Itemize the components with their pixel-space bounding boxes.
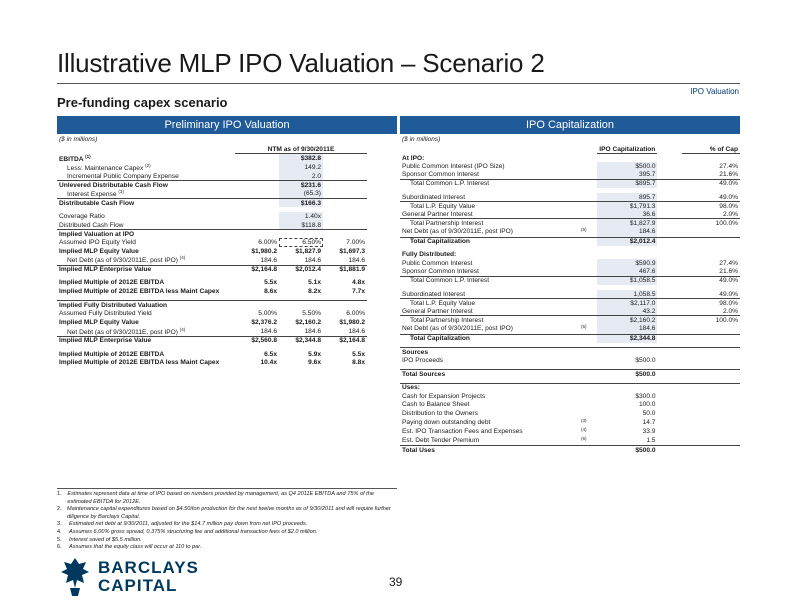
table-cell: $2,012.4 xyxy=(597,237,657,246)
table-cell: Net Debt (as of 9/30/2011E, post IPO) xyxy=(67,257,178,265)
table-cell: $1,980.2 xyxy=(251,247,277,255)
table-cell: 184.6 xyxy=(348,327,365,335)
table-row xyxy=(57,336,367,345)
table-cell: 6.00% xyxy=(258,239,277,247)
table-row xyxy=(57,154,367,163)
table-cell: 895.7 xyxy=(597,193,657,202)
table-cell: (3) xyxy=(581,417,587,423)
table-row xyxy=(57,350,367,359)
table-row xyxy=(57,255,367,265)
table-cell: Sponsor Common Interest xyxy=(402,268,479,276)
table-row xyxy=(400,237,740,246)
table-cell: 43.2 xyxy=(597,307,657,316)
table-cell: At IPO: xyxy=(402,154,425,162)
table-row xyxy=(57,247,367,256)
table-cell: (5) xyxy=(581,324,587,330)
table-cell: $1,827.9 xyxy=(295,247,321,255)
table-cell: $1,827.9 xyxy=(597,219,657,228)
page-subtitle: Pre-funding capex scenario xyxy=(57,95,228,110)
table-cell: 184.6 xyxy=(260,327,277,335)
table-cell: (4) xyxy=(581,427,587,432)
table-row xyxy=(400,276,740,285)
table-row xyxy=(57,189,367,199)
table-cell: 8.2x xyxy=(308,288,321,296)
table-cell: Assumed IPO Equity Yield xyxy=(59,239,136,247)
table-row xyxy=(400,193,740,202)
table-cell: Total Uses xyxy=(400,446,579,455)
table-cell: 2.0% xyxy=(722,210,738,218)
table-section-header xyxy=(400,251,740,260)
table-cell: Implied MLP Equity Value xyxy=(59,318,139,326)
table-row xyxy=(57,309,367,318)
table-cell: (4) xyxy=(179,255,186,261)
footnote: 2. Maintenance capital expenditures based on $4.50/ton production for the next twelve months as of 9/30/2011 and will require further diligence by Barclays Capital. xyxy=(57,506,391,520)
table-row xyxy=(400,227,740,237)
table-cell: Sponsor Common Interest xyxy=(402,171,479,179)
table-cell: 9.6x xyxy=(308,359,321,367)
table-cell: Total Capitalization xyxy=(400,237,579,246)
left-units-note: ($ in millions) xyxy=(59,136,98,143)
table-row xyxy=(57,172,367,181)
table-cell: Total L.P. Equity Value xyxy=(400,202,579,211)
table-cell: (6) xyxy=(581,436,587,442)
table-row xyxy=(57,221,367,230)
footnote: 6. Assumes that the equity class will occur at 110 to par. xyxy=(57,544,202,551)
table-cell: 98.0% xyxy=(682,202,740,211)
table-cell: Less: Maintenance Capex xyxy=(67,164,144,172)
table-cell: 33.9 xyxy=(642,428,656,436)
table-cell: $382.8 xyxy=(279,154,323,163)
table-cell: (3) xyxy=(118,189,124,195)
table-row xyxy=(57,279,367,288)
pct-cap-column-header: % of Cap xyxy=(682,145,740,154)
table-cell: $2,376.2 xyxy=(251,318,277,326)
table-cell: 27.4% xyxy=(719,260,738,268)
table-cell: $2,012.4 xyxy=(279,265,323,274)
table-cell: 2.0 xyxy=(279,172,323,181)
table-cell: $500.0 xyxy=(597,370,657,379)
footnote: 3. Estimated net debt at 9/30/2011, adjusted for the $14.7 million pay down from net IPO proceeds. xyxy=(57,521,308,528)
table-cell: Total Capitalization xyxy=(400,334,579,343)
table-row xyxy=(400,446,740,455)
table-cell: 36.6 xyxy=(597,210,657,219)
footnote: 1. Estimates represent data at time of IPO based on numbers provided by management, as Q4 2011E EBITDA and 75% of the estimated EBITDA for 2012E. xyxy=(57,491,374,505)
table-cell: 21.6% xyxy=(719,171,738,179)
table-cell: 467.6 xyxy=(597,268,657,277)
table-row xyxy=(57,359,367,368)
table-row xyxy=(57,287,367,296)
table-row xyxy=(57,181,367,190)
table-row xyxy=(400,316,740,325)
table-cell: Implied Multiple of 2012E EBITDA less Maint Capex xyxy=(59,359,220,367)
table-cell: 100.0 xyxy=(638,401,656,409)
table-cell: 149.2 xyxy=(279,163,323,172)
table-cell: Cash for Expansion Projects xyxy=(402,392,486,400)
table-cell: 184.6 xyxy=(260,256,277,264)
table-row xyxy=(400,409,740,418)
table-cell: $1,697.3 xyxy=(339,247,365,255)
table-section-header xyxy=(57,230,367,239)
table-row xyxy=(400,210,740,219)
table-row xyxy=(400,179,740,188)
table-cell: $2,164.8 xyxy=(235,265,279,274)
table-cell: 10.4x xyxy=(260,359,277,367)
table-row xyxy=(400,290,740,299)
table-cell: Assumed Fully Distributed Yield xyxy=(59,310,152,318)
table-row xyxy=(400,418,740,427)
table-cell: Total Common L.P. Interest xyxy=(400,179,579,188)
ntm-column-header: NTM as of 9/30/2011E xyxy=(235,145,367,154)
right-units-note: ($ in millions) xyxy=(402,136,441,143)
table-cell: 6.5x xyxy=(264,350,277,358)
table-cell: $590.9 xyxy=(597,259,657,268)
page-title: Illustrative MLP IPO Valuation – Scenario 2 xyxy=(57,48,545,78)
preliminary-valuation-header: Preliminary IPO Valuation xyxy=(57,116,397,134)
table-cell: 7.00% xyxy=(346,239,365,247)
table-section-header xyxy=(400,154,740,163)
table-row xyxy=(400,171,740,180)
table-cell: Fully Distributed: xyxy=(402,251,457,259)
table-row xyxy=(400,392,740,401)
table-cell: $166.3 xyxy=(279,199,323,208)
table-cell: Distribution to the Owners xyxy=(402,410,478,418)
footnotes xyxy=(57,488,397,552)
table-cell: Implied Valuation at IPO xyxy=(57,230,367,239)
table-cell: $231.6 xyxy=(279,181,323,190)
table-cell: $2,344.8 xyxy=(279,336,323,345)
table-cell: 395.7 xyxy=(597,171,657,180)
footnote: 5. Interest saved of $5.5 million. xyxy=(57,536,142,543)
table-cell: Total Partnership Interest xyxy=(400,219,579,228)
table-cell: 100.0% xyxy=(682,316,740,325)
table-row xyxy=(400,307,740,316)
table-cell: Implied Multiple of 2012E EBITDA xyxy=(59,279,165,287)
ipo-cap-column-header: IPO Capitalization xyxy=(597,145,657,154)
table-section-header xyxy=(57,301,367,310)
table-cell: 1,058.5 xyxy=(597,290,657,299)
table-cell: 14.7 xyxy=(642,418,656,426)
footnote: 4. Assumes 6.00% gross spread, 0.375% structuring fee and additional transaction fees of $2.0 million. xyxy=(57,528,318,535)
table-cell: Total Sources xyxy=(400,370,579,379)
table-cell: Paying down outstanding debt xyxy=(402,418,491,426)
table-row xyxy=(57,265,367,274)
preliminary-valuation-table xyxy=(57,145,367,367)
table-cell: 1.40x xyxy=(279,212,323,221)
table-row xyxy=(57,163,367,172)
table-cell: 5.00% xyxy=(258,310,277,318)
brand-line-1: BARCLAYS xyxy=(98,558,199,577)
table-cell: Coverage Ratio xyxy=(59,213,105,221)
table-cell: $500.0 xyxy=(597,446,657,455)
table-cell: 184.6 xyxy=(304,256,321,264)
table-cell: 6.50% xyxy=(279,238,323,247)
table-cell: $1,881.9 xyxy=(323,265,367,274)
table-cell: 5.5x xyxy=(264,279,277,287)
table-cell: 7.7x xyxy=(352,288,365,296)
table-row xyxy=(400,334,740,343)
table-cell: 1.5 xyxy=(646,437,656,445)
table-cell: 2.0% xyxy=(722,307,738,315)
table-cell: 5.1x xyxy=(308,279,321,287)
table-cell: IPO Proceeds xyxy=(402,357,444,365)
table-row xyxy=(400,202,740,211)
table-cell: Net Debt (as of 9/30/2011E, post IPO) xyxy=(402,228,513,236)
table-cell: $1,791.3 xyxy=(597,202,657,211)
table-cell: Est. IPO Transaction Fees and Expenses xyxy=(402,428,523,436)
table-cell: Est. Debt Tender Premium xyxy=(402,437,480,445)
table-row xyxy=(400,356,740,365)
table-cell: Total L.P. Equity Value xyxy=(400,299,579,308)
table-cell: (4) xyxy=(179,326,186,332)
table-cell: 49.0% xyxy=(682,276,740,285)
table-row xyxy=(400,436,740,446)
ipo-capitalization-table xyxy=(400,145,740,454)
table-cell: $2,160.2 xyxy=(295,318,321,326)
table-cell: Net Debt (as of 9/30/2011E, post IPO) xyxy=(67,328,178,336)
table-cell: Subordinated Interest xyxy=(402,193,466,201)
eagle-icon xyxy=(60,556,90,598)
table-cell: Interest Expense xyxy=(67,191,117,199)
table-cell: Net Debt (as of 9/30/2011E, post IPO) xyxy=(402,325,513,333)
table-cell: 184.6 xyxy=(597,227,657,237)
table-cell: Unlevered Distributable Cash Flow xyxy=(57,181,235,190)
table-cell: $118.8 xyxy=(279,221,323,230)
table-row xyxy=(400,324,740,334)
table-cell: $895.7 xyxy=(597,179,657,188)
table-row xyxy=(57,199,367,208)
table-cell: 8.6x xyxy=(264,288,277,296)
table-row xyxy=(400,259,740,268)
table-cell: (2) xyxy=(145,162,151,168)
table-cell: 184.6 xyxy=(348,256,365,264)
table-cell: 4.8x xyxy=(352,279,365,287)
barclays-capital-logo xyxy=(60,556,199,598)
table-cell: Implied Multiple of 2012E EBITDA less Maint Capex xyxy=(59,288,220,296)
table-cell: 27.4% xyxy=(719,162,738,170)
table-row xyxy=(400,162,740,171)
table-cell: 184.6 xyxy=(597,324,657,334)
table-cell: $2,560.8 xyxy=(235,336,279,345)
table-cell: 6.00% xyxy=(346,310,365,318)
table-cell: Distributed Cash Flow xyxy=(59,221,124,229)
table-cell: $2,160.2 xyxy=(597,316,657,325)
table-cell: Sources xyxy=(400,348,740,357)
table-cell: (1) xyxy=(85,153,91,159)
table-cell: Implied Multiple of 2012E EBITDA xyxy=(59,350,165,358)
table-cell: Uses: xyxy=(400,383,740,392)
table-cell: 5.9x xyxy=(308,350,321,358)
table-cell: $500.0 xyxy=(597,162,657,171)
table-row xyxy=(400,219,740,228)
table-cell: Public Common Interest (IPO Size) xyxy=(402,162,505,170)
table-cell: $2,117.0 xyxy=(597,299,657,308)
table-cell: EBITDA xyxy=(59,155,84,163)
table-row xyxy=(400,299,740,308)
table-cell: Incremental Public Company Expense xyxy=(67,172,179,180)
table-cell: (5) xyxy=(581,227,587,233)
table-row xyxy=(57,327,367,337)
table-cell: 49.0% xyxy=(719,193,738,201)
title-divider xyxy=(57,83,740,84)
table-cell: Total Partnership Interest xyxy=(400,316,579,325)
table-cell: Implied Fully Distributed Valuation xyxy=(57,301,367,310)
table-section-header xyxy=(400,348,740,357)
table-row xyxy=(400,268,740,277)
brand-line-2: CAPITAL xyxy=(98,576,178,595)
table-cell: 49.0% xyxy=(719,290,738,298)
table-cell: 8.8x xyxy=(352,359,365,367)
table-cell: 98.0% xyxy=(682,299,740,308)
table-cell: Distributable Cash Flow xyxy=(57,199,235,208)
table-cell: Subordinated Interest xyxy=(402,290,466,298)
table-cell: Total Common L.P. Interest xyxy=(400,276,579,285)
table-cell: $2,344.8 xyxy=(597,334,657,343)
table-cell: 50.0 xyxy=(642,410,656,418)
table-row xyxy=(400,401,740,410)
table-row xyxy=(400,427,740,436)
table-cell: General Partner Interest xyxy=(402,210,473,218)
table-cell: Implied MLP Enterprise Value xyxy=(57,265,235,274)
table-cell: 184.6 xyxy=(304,327,321,335)
table-cell: Cash to Balance Sheet xyxy=(402,401,470,409)
table-cell: Public Common Interest xyxy=(402,260,473,268)
table-row xyxy=(400,370,740,379)
table-cell: 21.6% xyxy=(719,268,738,276)
ipo-capitalization-header: IPO Capitalization xyxy=(400,116,740,134)
table-cell: $500.0 xyxy=(635,357,656,365)
table-cell: 100.0% xyxy=(682,219,740,228)
table-cell: Implied MLP Enterprise Value xyxy=(57,336,235,345)
table-cell: $1,980.2 xyxy=(339,318,365,326)
table-row xyxy=(57,212,367,221)
table-cell: 5.5x xyxy=(352,350,365,358)
page-number: 39 xyxy=(389,575,403,589)
table-cell: 49.0% xyxy=(682,179,740,188)
table-cell: General Partner Interest xyxy=(402,307,473,315)
table-cell: 5.50% xyxy=(302,310,321,318)
table-row xyxy=(57,318,367,327)
table-cell: (65.3) xyxy=(279,189,323,199)
table-cell: $300.0 xyxy=(635,392,656,400)
table-cell: Implied MLP Equity Value xyxy=(59,247,139,255)
table-section-header xyxy=(400,383,740,392)
section-tag: IPO Valuation xyxy=(690,87,739,96)
table-cell: $2,164.8 xyxy=(323,336,367,345)
table-row xyxy=(57,238,367,247)
table-cell: $1,058.5 xyxy=(597,276,657,285)
